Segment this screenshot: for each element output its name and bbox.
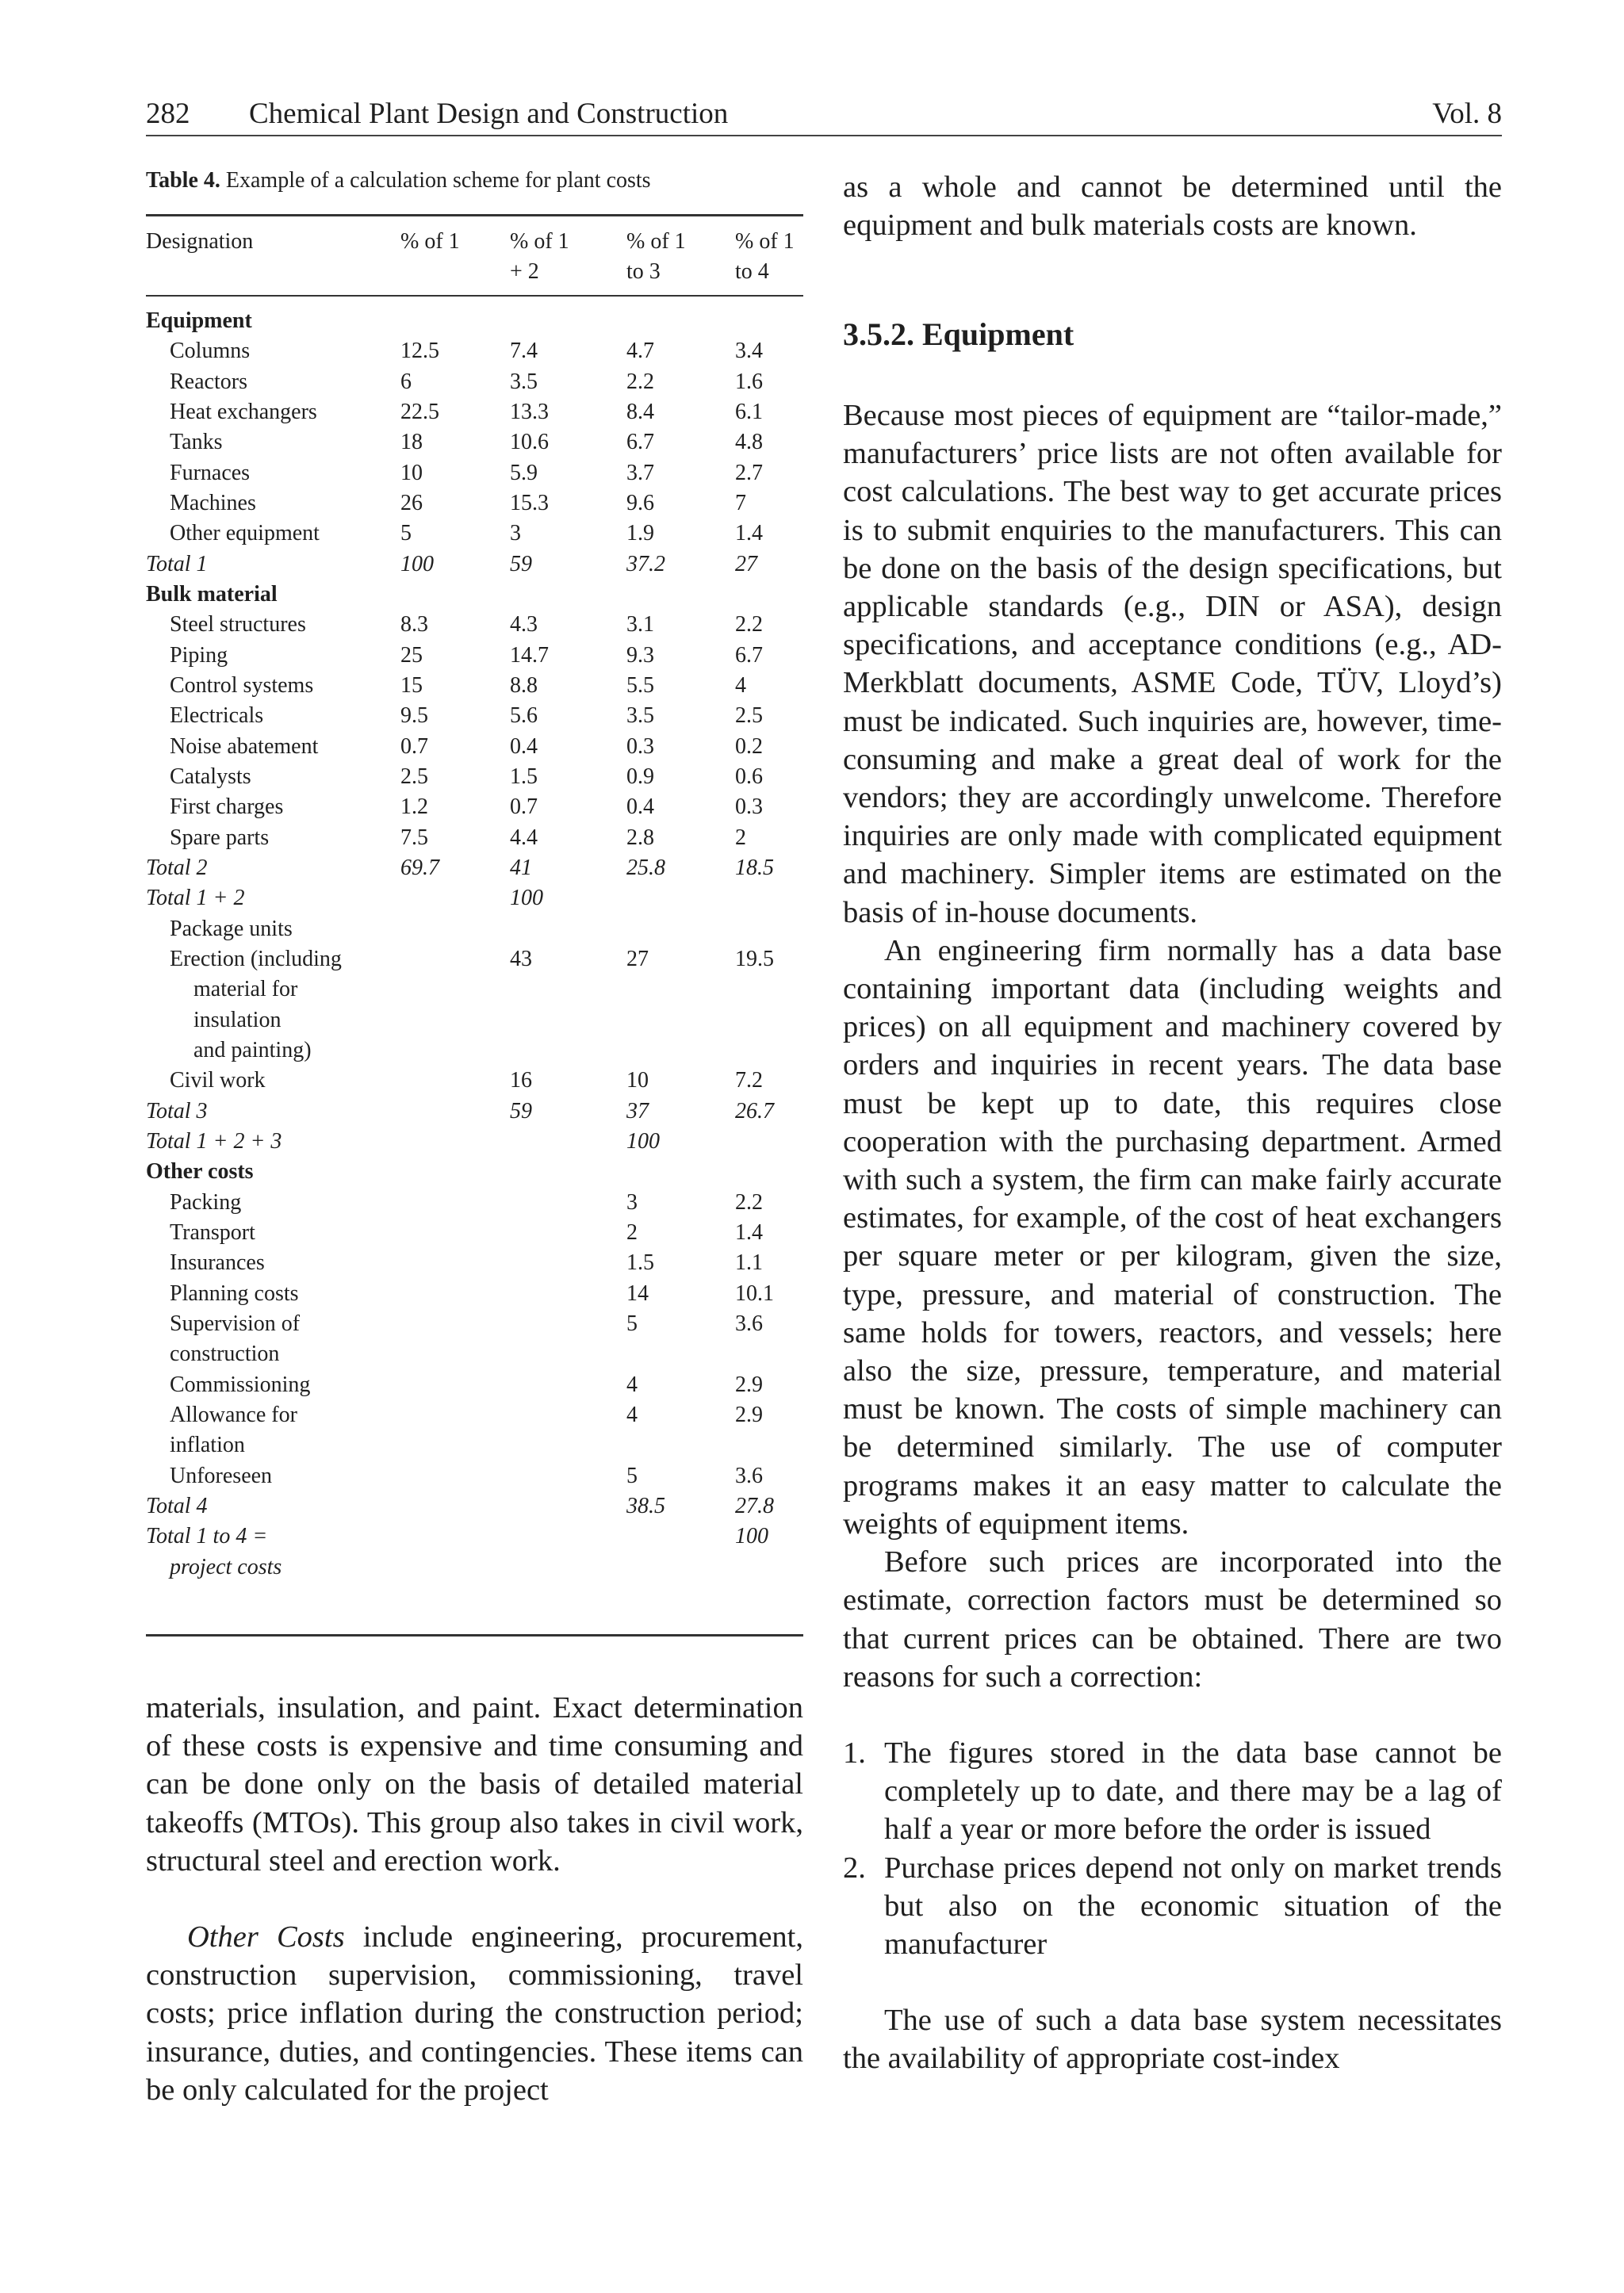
table-row-label: Other costs [146,1159,254,1184]
column-header: % of 1 [510,229,569,254]
list-number: 2. [843,1851,866,1885]
table-cell: 13.3 [510,400,549,424]
table-row-label: Spare parts [170,825,270,850]
table-cell: 3.6 [735,1464,763,1488]
table-cell: 9.3 [626,643,654,668]
table-cell: 3.7 [626,461,654,485]
table-row-label: Packing [170,1190,242,1215]
table-row-label: Catalysts [170,764,251,789]
table-row-label: Transport [170,1220,255,1245]
right-paragraph-3: Before such prices are incorporated into the estimate, correction factors must be determined so that current prices can be obtained. There are two reasons for such a correction: [843,1545,1502,1694]
table-bottom-rule [146,1634,803,1636]
table-cell: 100 [626,1129,660,1154]
table-top-rule [146,214,803,216]
table-row-label: and painting) [193,1038,312,1062]
table-cell: 7.4 [510,339,538,363]
table-row-label: Total 4 [146,1494,208,1518]
table-cell: 25 [400,643,423,668]
column-header: % of 1 [735,229,795,254]
table-cell: 1.6 [735,369,763,394]
list-item [843,1849,1502,1964]
other-costs-term: Other Costs [187,1920,345,1954]
table-cell: 0.4 [626,794,654,819]
column-header: Designation [146,229,254,254]
table-row-label: Furnaces [170,461,251,485]
table-cell: 43 [510,947,532,971]
table-cell: 59 [510,552,532,576]
table-row-label: First charges [170,794,284,819]
table-row-label: Other equipment [170,521,320,545]
list-item-text: The figures stored in the data base cannot be completely up to date, and there may be a lag of half a year or more before the order is issued [884,1736,1502,1847]
table-row-label: Reactors [170,369,247,394]
table-cell: 8.4 [626,400,654,424]
table-cell: 37.2 [626,552,665,576]
list-item-text: Purchase prices depend not only on market trends but also on the economic situation of the manufacturer [884,1851,1502,1961]
table-cell: 3 [626,1190,638,1215]
table-cell: 0.4 [510,734,538,759]
table-cell: 8.3 [400,612,428,637]
table-cell: 0.7 [400,734,428,759]
table-row-label: Piping [170,643,228,668]
table-row-label: Bulk material [146,582,278,607]
table-row-label: Total 3 [146,1099,208,1124]
table-cell: 12.5 [400,339,439,363]
table-cell: 2.5 [735,703,763,728]
table-cell: 7.2 [735,1068,763,1093]
table-cell: 27.8 [735,1494,774,1518]
table-row-label: Columns [170,339,251,363]
table-cell: 38.5 [626,1494,665,1518]
table-cell: 9.5 [400,703,428,728]
table-cell: 0.2 [735,734,763,759]
table-cell: 19.5 [735,947,774,971]
table-cell: 2 [626,1220,638,1245]
table-cell: 18.5 [735,856,774,880]
table-cell: 3.6 [735,1311,763,1336]
running-header [146,97,1502,136]
table-row-label: Noise abatement [170,734,319,759]
table-cell: 26.7 [735,1099,774,1124]
table-cell: 4 [735,673,746,698]
table-cell: 4.4 [510,825,538,850]
table-cell: 2.7 [735,461,763,485]
table-cell: 2 [735,825,746,850]
table-cell: 9.6 [626,491,654,515]
table-cell: 5 [626,1311,638,1336]
table-caption-label: Table 4. [146,168,220,193]
table-row-label: Erection (including [170,947,342,971]
table-row-label: Insurances [170,1250,265,1275]
table-cell: 5 [626,1464,638,1488]
table-cell: 2.2 [626,369,654,394]
table-cell: 10.1 [735,1281,774,1306]
table-cell: 4 [626,1403,638,1427]
table-row-label: material for [193,977,298,1001]
table-cell: 0.9 [626,764,654,789]
table-cell: 0.3 [735,794,763,819]
table-cell: 1.1 [735,1250,763,1275]
table-cell: 16 [510,1068,532,1093]
list-item [843,1734,1502,1849]
table-cell: 18 [400,430,423,454]
table-cell: 3 [510,521,521,545]
table-cell: 14 [626,1281,649,1306]
table-cell: 6.7 [735,643,763,668]
right-paragraph-2: An engineering firm normally has a data base containing important data (including weights and prices) on all equipment and machinery covered by orders and inquiries in recent years. The data base must be kept up to date, this requires close cooperation with the purchasing department. Armed with such a system, the firm can make fairly accurate estimates, for example, of the cost of heat exchangers per square meter or per kilogram, given the size, type, pressure, and material of construction. The same holds for towers, reactors, and vessels; here also the size, pressure, temperature, and material must be known. The costs of simple machinery can be determined similarly. The use of computer programs makes it an easy matter to calculate the weights of equipment items. [843,933,1502,1541]
table-cell: 0.7 [510,794,538,819]
table-row-label: Allowance for [170,1403,297,1427]
left-paragraph-1: materials, insulation, and paint. Exact determination of these costs is expensive and time consuming and can be done only on the basis of detailed material takeoffs (MTOs). This group also takes in civil work, structural steel and erection work. [146,1691,803,1878]
table-cell: 22.5 [400,400,439,424]
table-row-label: Electricals [170,703,264,728]
table-cell: 5.5 [626,673,654,698]
table-caption-text: Example of a calculation scheme for plant costs [220,168,651,193]
table-row-label: Total 2 [146,856,208,880]
table-header-rule [146,295,803,297]
table-cell: 5.9 [510,461,538,485]
table-cell: 3.1 [626,612,654,637]
table-cell: 2.9 [735,1403,763,1427]
table-cell: 15.3 [510,491,549,515]
table-cell: 6 [400,369,412,394]
table-cell: 100 [735,1524,768,1548]
column-header: % of 1 [400,229,460,254]
table-row-label: Steel structures [170,612,306,637]
table-row-label: Total 1 to 4 = [146,1524,268,1548]
list-number: 1. [843,1736,866,1770]
table-cell: 3.4 [735,339,763,363]
section-heading: 3.5.2. Equipment [843,316,1074,352]
table-cell: 3.5 [626,703,654,728]
table-cell: 4.3 [510,612,538,637]
table-row-label: Heat exchangers [170,400,317,424]
table-cell: 37 [626,1099,649,1124]
table-row-label: insulation [193,1008,282,1032]
table-cell: 7.5 [400,825,428,850]
table-row-label: Commissioning [170,1372,311,1397]
right-column-continuation [843,168,1502,244]
table-cell: 4.8 [735,430,763,454]
table-cell: 1.4 [735,1220,763,1245]
table-row-label: Total 1 [146,552,208,576]
page-number: 282 [146,98,190,130]
table-cell: 14.7 [510,643,549,668]
table-row-label: inflation [170,1433,245,1457]
table-cell: 10 [626,1068,649,1093]
table-cell: 2.2 [735,612,763,637]
table-cell: 6.7 [626,430,654,454]
right-column-text [843,396,1502,2078]
table-row-label: Total 1 + 2 + 3 [146,1129,282,1154]
table-cell: 2.5 [400,764,428,789]
table-cell: 2.2 [735,1190,763,1215]
column-header-line2: to 3 [626,259,661,284]
table-row-label: Civil work [170,1068,266,1093]
table-cell: 26 [400,491,423,515]
table-cell: 1.9 [626,521,654,545]
column-header-line2: + 2 [510,259,539,284]
table-cell: 25.8 [626,856,665,880]
table-cell: 5.6 [510,703,538,728]
table-cell: 1.5 [626,1250,654,1275]
table-row-label: Package units [170,917,293,941]
right-paragraph-1: Because most pieces of equipment are “tailor-made,” manufacturers’ price lists are not often available for cost calculations. The best way to get accurate prices is to submit enquiries to the manufacturers. This can be done on the basis of the design specifications, but applicable standards (e.g., DIN or ASA), design specifications, and acceptance conditions (e.g., AD-Merkblatt documents, ASME Code, TÜV, Lloyd’s) must be indicated. Such inquiries are, however, time-consuming and make a great deal of work for the vendors; they are accordingly unwelcome. Therefore inquiries are only made with complicated equipment and machinery. Simpler items are estimated on the basis of in-house documents. [843,399,1502,929]
volume-label: Vol. 8 [1432,98,1502,130]
table-row-label: Total 1 + 2 [146,886,245,910]
table-cell: 27 [735,552,757,576]
table-cell: 100 [510,886,543,910]
table-cell: 100 [400,552,434,576]
correction-reasons-list [843,1734,1502,1963]
table-cell: 69.7 [400,856,439,880]
table-row-label: Unforeseen [170,1464,273,1488]
table-row-label: Supervision of [170,1311,301,1336]
table-cell: 59 [510,1099,532,1124]
table-row-label: project costs [170,1555,282,1579]
table-cell: 2.8 [626,825,654,850]
table-cell: 6.1 [735,400,763,424]
table-caption [146,168,651,193]
table-cell: 27 [626,947,649,971]
running-title: Chemical Plant Design and Construction [249,98,729,130]
column-header: % of 1 [626,229,686,254]
table-row-label: Control systems [170,673,314,698]
table-cell: 10 [400,461,423,485]
right-paragraph-4: The use of such a data base system necessitates the availability of appropriate cost-index [843,2004,1502,2076]
left-paragraph-2 [146,1918,803,2109]
table-cell: 2.9 [735,1372,763,1397]
column-header-line2: to 4 [735,259,769,284]
table-cell: 7 [735,491,746,515]
table-row-label: Planning costs [170,1281,299,1306]
table-cell: 15 [400,673,423,698]
table-row-label: Machines [170,491,256,515]
table-cell: 8.8 [510,673,538,698]
table-cell: 41 [510,856,532,880]
table-cell: 1.2 [400,794,428,819]
left-column-text [146,1689,803,2109]
table-cell: 1.4 [735,521,763,545]
left-paragraph-2-text: include engineering, procurement, construction supervision, commissioning, travel costs; price inflation during the construction period; insurance, duties, and contingencies. These items can be only calculated for the project [146,1920,803,2107]
table-cell: 3.5 [510,369,538,394]
table-cell: 10.6 [510,430,549,454]
table-cell: 4.7 [626,339,654,363]
table-cell: 5 [400,521,412,545]
table-cell: 4 [626,1372,638,1397]
table-cell: 0.3 [626,734,654,759]
table-row-label: construction [170,1342,280,1366]
table-cell: 1.5 [510,764,538,789]
table-row-label: Tanks [170,430,223,454]
table-cell: 0.6 [735,764,763,789]
table-row-label: Equipment [146,308,252,333]
right-paragraph-continued: as a whole and cannot be determined until the equipment and bulk materials costs are known. [843,170,1502,243]
